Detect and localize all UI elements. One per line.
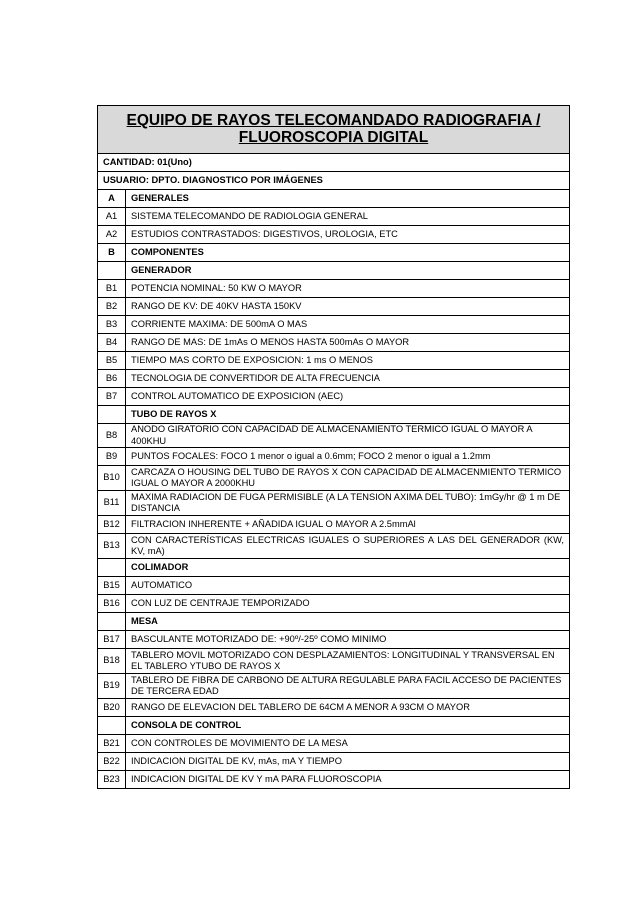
- row-code: B16: [98, 595, 126, 613]
- row-description: CONTROL AUTOMATICO DE EXPOSICION (AEC): [126, 388, 570, 406]
- spec-row: [98, 577, 570, 595]
- section-title: COMPONENTES: [126, 244, 570, 262]
- cantidad-label: CANTIDAD: 01(Uno): [98, 154, 570, 172]
- section-title: TUBO DE RAYOS X: [126, 406, 570, 424]
- row-code: B13: [98, 534, 126, 559]
- row-description: RANGO DE ELEVACION DEL TABLERO DE 64CM A MENOR A 93CM O MAYOR: [126, 699, 570, 717]
- row-description: CON CARACTERÍSTICAS ELECTRICAS IGUALES O SUPERIORES A LAS DEL GENERADOR (KW, KV, mA): [126, 534, 570, 559]
- row-code: B4: [98, 334, 126, 352]
- title-row: [98, 106, 570, 154]
- row-description: TABLERO DE FIBRA DE CARBONO DE ALTURA REGULABLE PARA FACIL ACCESO DE PACIENTES DE TERCERA EDAD: [126, 674, 570, 699]
- spec-row: [98, 516, 570, 534]
- row-code: B12: [98, 516, 126, 534]
- section-title: COLIMADOR: [126, 559, 570, 577]
- row-description: RANGO DE KV: DE 40KV HASTA 150KV: [126, 298, 570, 316]
- row-description: AUTOMATICO: [126, 577, 570, 595]
- row-description: POTENCIA NOMINAL: 50 KW O MAYOR: [126, 280, 570, 298]
- row-description: FILTRACION INHERENTE + AÑADIDA IGUAL O MAYOR A 2.5mmAl: [126, 516, 570, 534]
- row-code: B22: [98, 753, 126, 771]
- row-description: CARCAZA O HOUSING DEL TUBO DE RAYOS X CON CAPACIDAD DE ALMACENMIENTO TERMICO IGUAL O MAYOR A 2000KHU: [126, 466, 570, 491]
- row-description: ANODO GIRATORIO CON CAPACIDAD DE ALMACENAMIENTO TERMICO IGUAL O MAYOR A 400KHU: [126, 424, 570, 448]
- row-code: B3: [98, 316, 126, 334]
- row-code: A: [98, 190, 126, 208]
- section-header-row: [98, 717, 570, 735]
- spec-row: [98, 298, 570, 316]
- spec-table-body: [98, 106, 570, 789]
- row-description: ESTUDIOS CONTRASTADOS: DIGESTIVOS, UROLOGIA, ETC: [126, 226, 570, 244]
- row-code: B18: [98, 649, 126, 674]
- usuario-label: USUARIO: DPTO. DIAGNOSTICO POR IMÁGENES: [98, 172, 570, 190]
- row-description: PUNTOS FOCALES: FOCO 1 menor o igual a 0.6mm; FOCO 2 menor o igual a 1.2mm: [126, 448, 570, 466]
- section-title: CONSOLA DE CONTROL: [126, 717, 570, 735]
- row-description: TABLERO MOVIL MOTORIZADO CON DESPLAZAMIENTOS: LONGITUDINAL Y TRANSVERSAL EN EL TABLERO YTUBO DE RAYOS X: [126, 649, 570, 674]
- section-title: GENERALES: [126, 190, 570, 208]
- spec-row: [98, 674, 570, 699]
- row-description: TIEMPO MAS CORTO DE EXPOSICION: 1 ms O MENOS: [126, 352, 570, 370]
- row-code: [98, 613, 126, 631]
- row-description: BASCULANTE MOTORIZADO DE: +90º/-25º COMO MINIMO: [126, 631, 570, 649]
- document-title: EQUIPO DE RAYOS TELECOMANDADO RADIOGRAFIA / FLUOROSCOPIA DIGITAL: [126, 112, 541, 146]
- row-code: B1: [98, 280, 126, 298]
- row-description: TECNOLOGIA DE CONVERTIDOR DE ALTA FRECUENCIA: [126, 370, 570, 388]
- spec-row: [98, 316, 570, 334]
- section-title: MESA: [126, 613, 570, 631]
- section-title: GENERADOR: [126, 262, 570, 280]
- row-code: B6: [98, 370, 126, 388]
- row-code: B15: [98, 577, 126, 595]
- row-description: INDICACION DIGITAL DE KV Y mA PARA FLUOROSCOPIA: [126, 771, 570, 789]
- section-header-row: [98, 406, 570, 424]
- row-code: B9: [98, 448, 126, 466]
- row-code: B11: [98, 491, 126, 516]
- spec-row: [98, 208, 570, 226]
- row-code: [98, 559, 126, 577]
- row-code: B7: [98, 388, 126, 406]
- row-code: B21: [98, 735, 126, 753]
- spec-row: [98, 280, 570, 298]
- spec-row: [98, 631, 570, 649]
- row-description: MAXIMA RADIACION DE FUGA PERMISIBLE (A LA TENSION AXIMA DEL TUBO): 1mGy/hr @ 1 m DE DISTANCIA: [126, 491, 570, 516]
- spec-row: [98, 595, 570, 613]
- spec-row: [98, 448, 570, 466]
- cantidad-row: [98, 154, 570, 172]
- section-header-row: [98, 244, 570, 262]
- spec-row: [98, 226, 570, 244]
- row-code: [98, 406, 126, 424]
- section-header-row: [98, 559, 570, 577]
- row-code: [98, 262, 126, 280]
- row-code: [98, 717, 126, 735]
- row-code: B8: [98, 424, 126, 448]
- row-description: CORRIENTE MAXIMA: DE 500mA O MAS: [126, 316, 570, 334]
- spec-row: [98, 388, 570, 406]
- spec-row: [98, 753, 570, 771]
- row-code: B2: [98, 298, 126, 316]
- spec-row: [98, 466, 570, 491]
- row-code: B20: [98, 699, 126, 717]
- row-code: B17: [98, 631, 126, 649]
- row-code: A2: [98, 226, 126, 244]
- spec-row: [98, 352, 570, 370]
- row-description: CON LUZ DE CENTRAJE TEMPORIZADO: [126, 595, 570, 613]
- row-code: B10: [98, 466, 126, 491]
- row-code: B: [98, 244, 126, 262]
- spec-row: [98, 771, 570, 789]
- spec-row: [98, 699, 570, 717]
- row-description: INDICACION DIGITAL DE KV, mAs, mA Y TIEMPO: [126, 753, 570, 771]
- row-code: B23: [98, 771, 126, 789]
- row-description: SISTEMA TELECOMANDO DE RADIOLOGIA GENERAL: [126, 208, 570, 226]
- section-header-row: [98, 190, 570, 208]
- spec-row: [98, 491, 570, 516]
- document-title-cell: [98, 106, 570, 154]
- row-code: B19: [98, 674, 126, 699]
- row-code: A1: [98, 208, 126, 226]
- row-description: RANGO DE MAS: DE 1mAs O MENOS HASTA 500mAs O MAYOR: [126, 334, 570, 352]
- row-description: CON CONTROLES DE MOVIMIENTO DE LA MESA: [126, 735, 570, 753]
- spec-row: [98, 424, 570, 448]
- section-header-row: [98, 613, 570, 631]
- spec-row: [98, 334, 570, 352]
- spec-row: [98, 534, 570, 559]
- section-header-row: [98, 262, 570, 280]
- spec-row: [98, 370, 570, 388]
- spec-row: [98, 649, 570, 674]
- spec-row: [98, 735, 570, 753]
- spec-table: [97, 105, 570, 789]
- row-code: B5: [98, 352, 126, 370]
- usuario-row: [98, 172, 570, 190]
